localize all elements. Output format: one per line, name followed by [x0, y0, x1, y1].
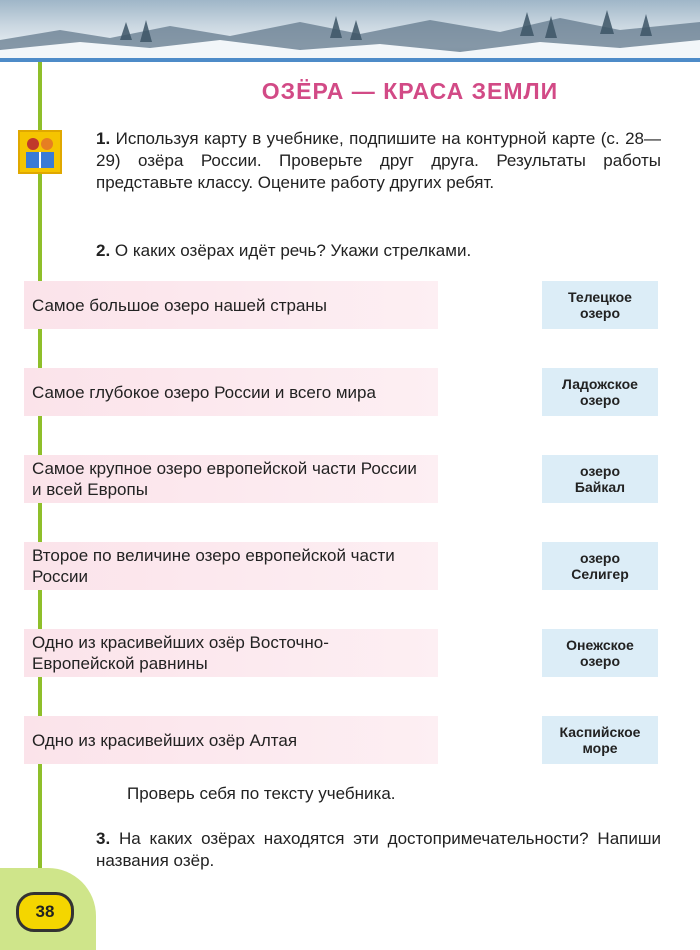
lake-option-line: Онежское: [566, 637, 634, 653]
lake-option-line: Телецкое: [568, 289, 632, 305]
self-check-note: Проверь себя по тексту учебника.: [127, 784, 396, 803]
lake-option-1: [542, 281, 658, 329]
lake-option-line: Байкал: [574, 479, 626, 495]
lake-option-6: [542, 716, 658, 764]
page-number: 38: [16, 892, 74, 932]
task-3-text: На каких озёрах находятся эти достопримечательности? Напиши названия озёр.: [96, 829, 662, 870]
lake-option-line: озеро: [579, 392, 621, 408]
lake-description-6: Одно из красивейших озёр Алтая: [24, 716, 438, 764]
pair-work-icon: [18, 130, 62, 174]
lake-description-2: Самое глубокое озеро России и всего мира: [24, 368, 438, 416]
task-2-text: О каких озёрах идёт речь? Укажи стрелками.: [114, 241, 472, 260]
lake-option-5: [542, 629, 658, 677]
task-3-number: 3.: [96, 829, 111, 848]
lake-option-line: Ладожское: [562, 376, 638, 392]
task-1: [96, 128, 661, 194]
lake-description-5: Одно из красивейших озёр Восточно-Европейской равнины: [24, 629, 438, 677]
lake-option-line: Каспийское: [559, 724, 641, 740]
lake-description-3: Самое крупное озеро европейской части России и всей Европы: [24, 455, 438, 503]
winter-landscape-illustration: [0, 0, 700, 62]
lake-description-4: Второе по величине озеро европейской части России: [24, 542, 438, 590]
lake-option-line: Селигер: [571, 566, 629, 582]
lake-option-2: [542, 368, 658, 416]
lake-option-4: [542, 542, 658, 590]
lake-option-line: озеро: [579, 463, 621, 479]
page-title: ОЗЁРА — КРАСА ЗЕМЛИ: [261, 78, 559, 104]
lake-option-line: озеро: [579, 550, 620, 566]
lake-option-3: [542, 455, 658, 503]
task-2-number: 2.: [96, 241, 111, 260]
task-1-number: 1.: [96, 129, 111, 148]
lake-description-1: Самое большое озеро нашей страны: [24, 281, 438, 329]
lake-option-line: море: [582, 740, 618, 756]
task-3: [96, 828, 661, 872]
task-2: [96, 240, 661, 262]
task-1-text: Используя карту в учебнике, подпишите на контурной карте (с. 28—29) озёра России. Проверьте друг друга. Результаты работы представьте классу. Оцените работу других ребят.: [96, 129, 661, 192]
lake-option-line: озеро: [579, 653, 620, 669]
banner-divider: [0, 58, 700, 62]
lake-option-line: озеро: [579, 305, 621, 321]
header-banner-image: [0, 0, 700, 62]
